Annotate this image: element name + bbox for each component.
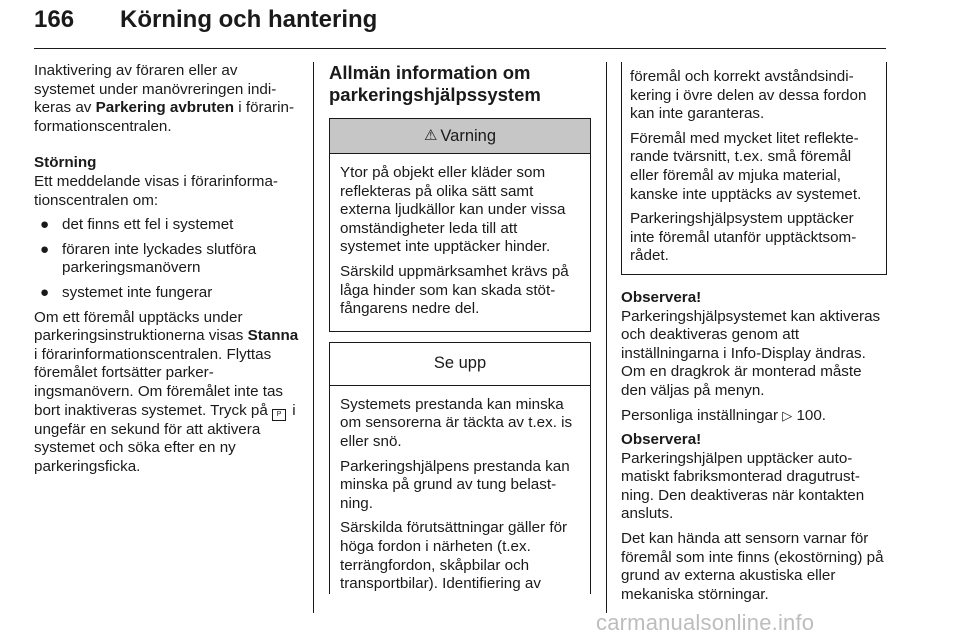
- parking-assist-button-icon: P: [272, 409, 286, 421]
- caution-text-1: Systemets prestanda kan minska om sensorerna är täckta av t.ex. is eller snö.: [340, 395, 573, 450]
- caution-label: Se upp: [433, 354, 487, 373]
- fault-heading: Störning: [34, 154, 97, 172]
- column-divider-right: [606, 62, 607, 613]
- caution-box-continued: [621, 62, 887, 275]
- note-text-3: Det kan hända att sensorn varnar för föremål som inte finns (ekostörning) på grund av externa akustiska eller mekaniska störningar.: [621, 530, 884, 603]
- fault-text: Ett meddelande visas i förarinformationscentralen om:: [34, 172, 278, 209]
- warning-text-1: Ytor på objekt eller kläder som reflekteras på olika sätt samt externa ljudkällor kan under vissa omständigheter leda till att systemet inte upptäcker hinder.: [340, 164, 566, 256]
- page-title: Körning och hantering: [120, 6, 378, 33]
- column-right: [621, 62, 887, 610]
- caution-text-2: Parkeringshjälpens prestanda kan minska på grund av tung belastning.: [340, 457, 570, 512]
- warning-header: [330, 119, 590, 154]
- watermark: carmanualsonline.info: [596, 610, 815, 635]
- list-item: ● det finns ett fel i systemet: [40, 216, 234, 234]
- note-text-2: Parkeringshjälpen upptäcker automatiskt fabriksmonterad dragutrustning. Den deaktiveras när kontakten ansluts.: [621, 449, 865, 523]
- note-heading-2: Observera!: [621, 431, 702, 449]
- section-title: Allmän information om parkeringshjälpssystem: [329, 62, 541, 105]
- note-reference: Personliga inställningar ▷ 100.: [621, 406, 827, 424]
- page-reference-arrow-icon: ▷: [782, 407, 793, 423]
- warning-text-2: Särskild uppmärksamhet krävs på låga hinder som kan skada stötfångarens nedre del.: [340, 262, 569, 318]
- deactivation-paragraph: Inaktivering av föraren eller av systemet under manövreringen indikeras av Parkering avbruten i förarinformationscentralen.: [34, 62, 294, 135]
- list-item: ● systemet inte fungerar: [40, 283, 213, 301]
- caution-cont-text-1: föremål och korrekt avståndsindikering i övre delen av dessa fordon kan inte garanteras.: [630, 68, 867, 123]
- warning-box: [329, 118, 591, 332]
- caution-box: [329, 342, 591, 594]
- note-text-1: Parkeringshjälpsystemet kan aktiveras och deaktiveras genom att inställningarna i Info-Display ändras. Om en dragkrok är monterad måste den väljas på menyn.: [621, 307, 881, 399]
- fault-list: [34, 216, 300, 302]
- column-middle: [329, 62, 591, 604]
- page-header: [34, 4, 886, 49]
- warning-label: Varning: [440, 126, 497, 145]
- caution-header: [330, 343, 590, 386]
- column-left: [34, 62, 300, 482]
- caution-text-3: Särskilda förutsättningar gäller för höga fordon i närheten (t.ex. terrängfordon, skåpbilar och transportbilar). Identifiering av: [340, 519, 568, 593]
- page-number: 166: [34, 6, 75, 33]
- list-item: ● föraren inte lyckades slutföra parkeringsmanövern: [40, 240, 257, 277]
- note-heading-1: Observera!: [621, 288, 702, 306]
- stop-label: Stanna: [247, 327, 299, 345]
- warning-triangle-icon: ⚠: [423, 126, 438, 144]
- column-divider-left: [313, 62, 314, 613]
- parking-aborted-label: Parkering avbruten: [95, 99, 235, 117]
- caution-cont-text-2: Föremål med mycket litet reflekterande tvärsnitt, t.ex. små föremål eller föremål av mjuka material, kanske inte upptäcks av systemet.: [630, 129, 862, 203]
- object-detected-paragraph: Om ett föremål upptäcks under parkeringsinstruktionerna visas Stanna i förarinformationscentralen. Flyttas föremålet fortsätter parkeringsmanövern. Om föremålet inte tas bort inaktiveras systemet. Tryck på P i ungefär en sekund för att aktivera systemet och söka efter en ny parkeringsficka.: [34, 308, 299, 475]
- caution-cont-text-3: Parkeringshjälpsystem upptäcker inte föremål utanför upptäcktsområdet.: [630, 210, 857, 265]
